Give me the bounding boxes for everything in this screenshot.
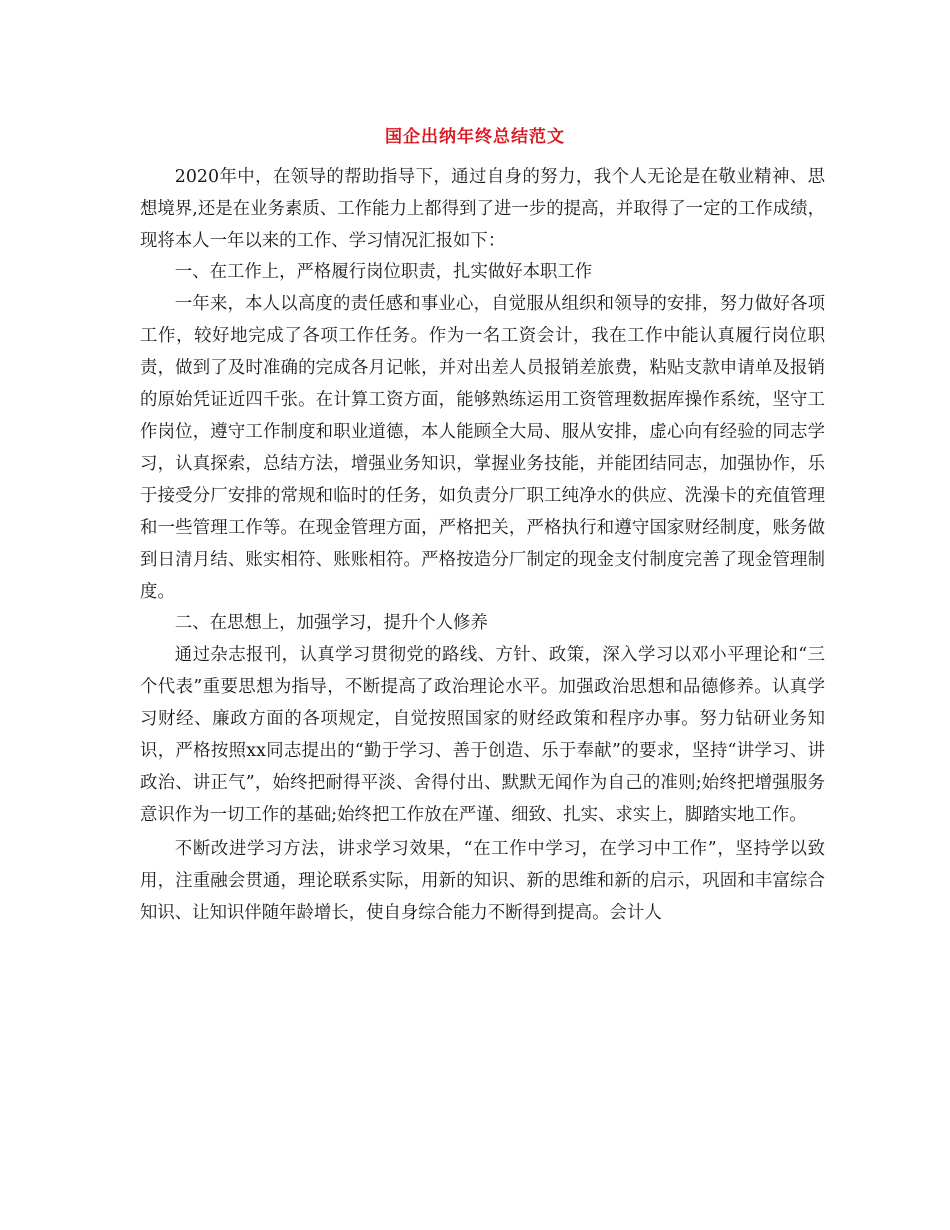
paragraph-work: 一年来，本人以高度的责任感和事业心，自觉服从组织和领导的安排，努力做好各项工作，较好地完成了各项工作任务。作为一名工资会计，我在工作中能认真履行岗位职责，做到了及时准确的完成各月记帐，并对出差人员报销差旅费，粘贴支款申请单及报销的原始凭证近四千张。在计算工资方面，能够熟练运用工资管理数据库操作系统，坚守工作岗位，遵守工作制度和职业道德，本人能顾全大局、服从安排，虚心向有经验的同志学习，认真探索，总结方法，增强业务知识，掌握业务技能，并能团结同志，加强协作，乐于接受分厂安排的常规和临时的任务，如负责分厂职工纯净水的供应、洗澡卡的充值管理和一些管理工作等。在现金管理方面，严格把关，严格执行和遵守国家财经制度，账务做到日清月结、账实相符、账账相符。严格按造分厂制定的现金支付制度完善了现金管理制度。 [140, 294, 825, 602]
section-heading-thought: 二、在思想上，加强学习，提升个人修养 [174, 613, 488, 633]
paragraph-thought: 通过杂志报刊，认真学习贯彻党的路线、方针、政策，深入学习以邓小平理论和“三个代表”重要思想为指导，不断提高了政治理论水平。加强政治思想和品德修养。认真学习财经、廉政方面的各项规定，自觉按照国家的财经政策和程序办事。努力钻研业务知识，严格按照xx同志提出的“勤于学习、善于创造、乐于奉献”的要求，坚持“讲学习、讲政治、讲正气”，始终把耐得平淡、舍得付出、默默无闻作为自己的准则;始终把增强服务意识作为一切工作的基础;始终把工作放在严谨、细致、扎实、求实上，脚踏实地工作。 [140, 645, 825, 825]
document-title: 国企出纳年终总结范文 [385, 127, 565, 147]
paragraph-study: 不断改进学习方法，讲求学习效果，“在工作中学习，在学习中工作”，坚持学以致用，注重融会贯通，理论联系实际，用新的知识、新的思维和新的启示，巩固和丰富综合知识、让知识伴随年龄增长，使自身综合能力不断得到提高。会计人 [140, 839, 825, 923]
paragraph-intro: 2020年中，在领导的帮助指导下，通过自身的努力，我个人无论是在敬业精神、思想境界,还是在业务素质、工作能力上都得到了进一步的提高，并取得了一定的工作成绩，现将本人一年以来的工作、学习情况汇报如下： [140, 167, 825, 251]
document-body [140, 161, 825, 929]
section-heading-work: 一、在工作上，严格履行岗位职责，扎实做好本职工作 [174, 262, 593, 282]
